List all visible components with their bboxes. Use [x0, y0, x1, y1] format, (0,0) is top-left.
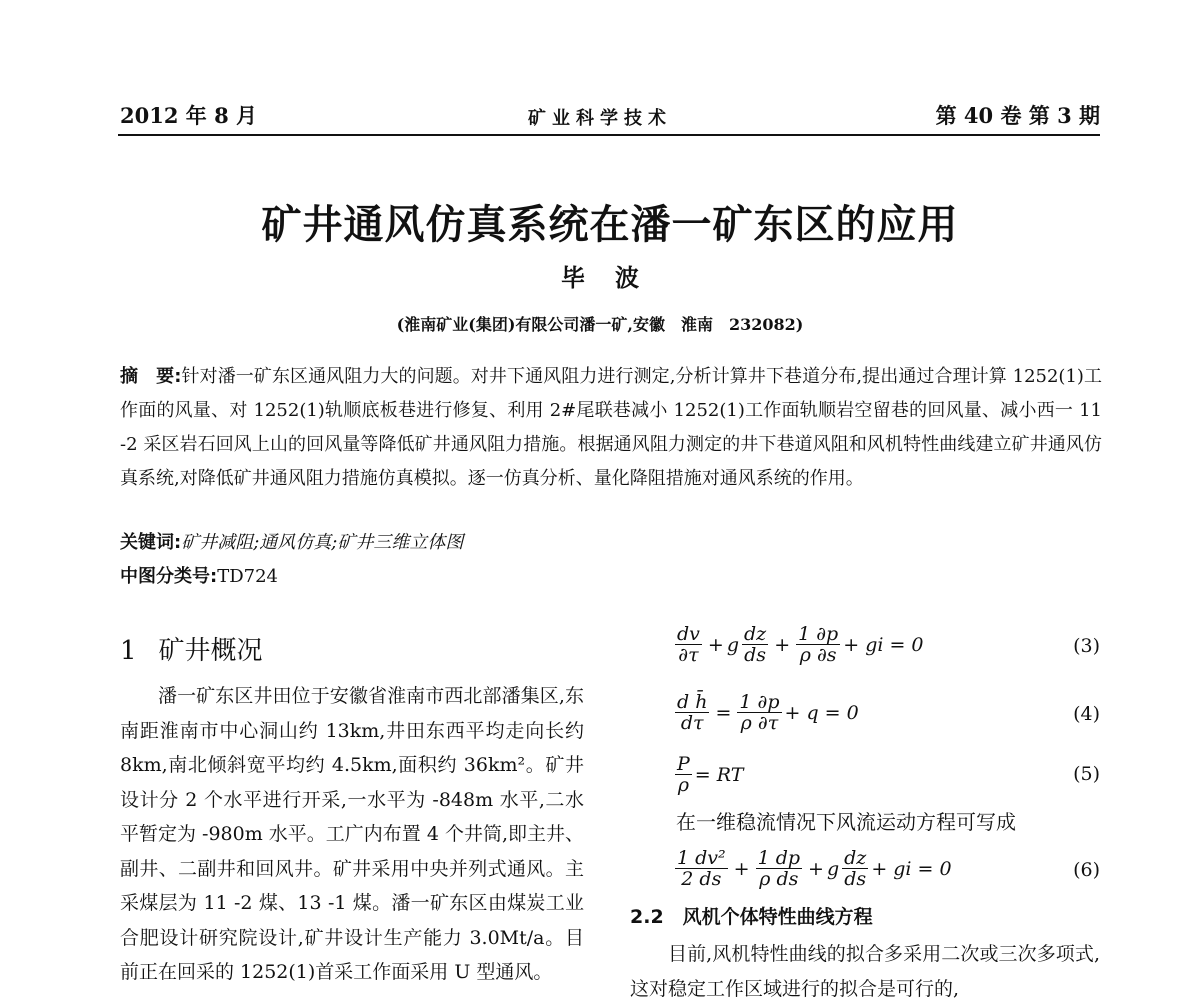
eq3-plus-2: + — [774, 633, 791, 656]
eq6-term3-num: dz — [844, 847, 867, 869]
header-journal: 矿业科学技术 — [528, 108, 672, 129]
eq3-g: g — [726, 633, 739, 656]
eq4-term2-den: ρ ∂τ — [740, 712, 779, 734]
abstract-text: 针对潘一矿东区通风阻力大的问题。对井下通风阻力进行测定,分析计算井下巷道分布,提出通过合理计算 1252(1)工作面的风量、对 1252(1)轨顺底板巷进行修复、利用 2#尾联巷减小 1252(1)工作面轨顺岩空留巷的回风量、减小西一 11 -2 采区岩石回风上山的回风量等降低矿井通风阻力措施。根据通风阻力测定的井下巷道风阻和风机特性曲线建立矿井通风仿真系统,对降低矿井通风阻力措施仿真模拟。逐一仿真分析、量化降阻措施对通风系统的作用。 — [120, 366, 1103, 489]
abstract-label: 摘 要: — [120, 366, 182, 387]
eq3-plus-1: + — [707, 633, 724, 656]
eq3-tail: + gi = 0 — [843, 633, 924, 656]
equation-4-number: (4) — [1073, 703, 1100, 725]
eq4-tail: + q = 0 — [784, 701, 859, 724]
section-1-paragraph: 潘一矿东区井田位于安徽省淮南市西北部潘集区,东南距淮南市中心洞山约 13km,井田东西平均走向长约 8km,南北倾斜宽平均约 4.5km,面积约 36km²。矿井设计分 2 个水平进行开采,一水平为 -848m 水平,二水平暂定为 -980m 水平。工广内布置 4 个井筒,即主井、副井、二副井和回风井。矿井采用中央并列式通风。主采煤层为 11 -2 煤、13 -1 煤。潘一矿东区由煤炭工业合肥设计研究院设计,矿井设计生产能力 3.0Mt/a。目前正在回采的 1252(1)首采工作面采用 U 型通风。 — [120, 685, 584, 983]
equation-5-number: (5) — [1073, 763, 1100, 785]
section-2-2-paragraph: 目前,风机特性曲线的拟合多采用二次或三次多项式,这对稳定工作区域进行的拟合是可行的, — [630, 943, 1100, 1000]
eq5-term1-den: ρ — [677, 774, 689, 796]
eq6-term2-num: 1 dp — [757, 847, 801, 869]
keywords — [120, 528, 463, 554]
header-rule — [118, 134, 1100, 136]
eq6-term2-den: ρ ds — [759, 868, 799, 890]
eq5-term1-num: P — [677, 753, 690, 775]
eq3-term1-den: ∂τ — [678, 644, 699, 666]
eq5-tail: = RT — [694, 763, 744, 786]
eq3-term3-num: 1 ∂p — [798, 623, 839, 645]
section-1-title: 矿井概况 — [158, 636, 263, 666]
paper-title: 矿井通风仿真系统在潘一矿东区的应用 — [261, 201, 959, 248]
eq6-plus-2: + — [808, 857, 824, 880]
header-issue: 第 40 卷 第 3 期 — [935, 103, 1100, 128]
keywords-text: 矿井减阻;通风仿真;矿井三维立体图 — [181, 532, 464, 553]
eq6-tail: + gi = 0 — [871, 857, 952, 880]
author: 毕波 — [561, 263, 669, 292]
eq6-term3-den: ds — [844, 868, 867, 890]
header-date: 2012 年 8 月 — [120, 103, 257, 128]
equation-6-intro: 在一维稳流情况下风流运动方程可写成 — [676, 810, 1016, 834]
eq3-term2-num: dz — [744, 623, 767, 645]
equation-6-number: (6) — [1073, 859, 1100, 881]
eq3-term3-den: ρ ∂s — [799, 644, 837, 666]
keywords-label: 关键词: — [120, 532, 182, 553]
equation-4 — [672, 692, 859, 733]
eq6-term1-den: 2 ds — [681, 868, 722, 890]
eq6-g: g — [826, 857, 840, 880]
section-1-heading — [120, 630, 263, 667]
classification-label: 中图分类号: — [120, 566, 218, 587]
eq6-term1-num: 1 dv² — [677, 847, 726, 869]
eq3-term1-num: dv — [677, 623, 700, 645]
affiliation: (淮南矿业(集团)有限公司潘一矿,安徽 淮南 232082) — [396, 315, 804, 334]
equation-3-number: (3) — [1073, 635, 1100, 657]
equation-3 — [672, 624, 924, 665]
equation-5 — [672, 754, 743, 795]
classification — [120, 562, 278, 588]
section-2-2-heading: 2.2 风机个体特性曲线方程 — [630, 906, 873, 928]
eq4-term1-den: dτ — [680, 712, 704, 734]
eq3-term2-den: ds — [744, 644, 767, 666]
abstract — [120, 360, 1102, 496]
section-1-number: 1 — [120, 636, 137, 666]
eq4-term2-num: 1 ∂p — [739, 691, 780, 713]
eq6-plus-1: + — [733, 857, 750, 880]
classification-text: TD724 — [217, 566, 278, 587]
eq4-term1-num: d h̄ — [677, 691, 708, 713]
equation-6 — [672, 848, 952, 889]
eq4-equals: = — [715, 701, 732, 724]
